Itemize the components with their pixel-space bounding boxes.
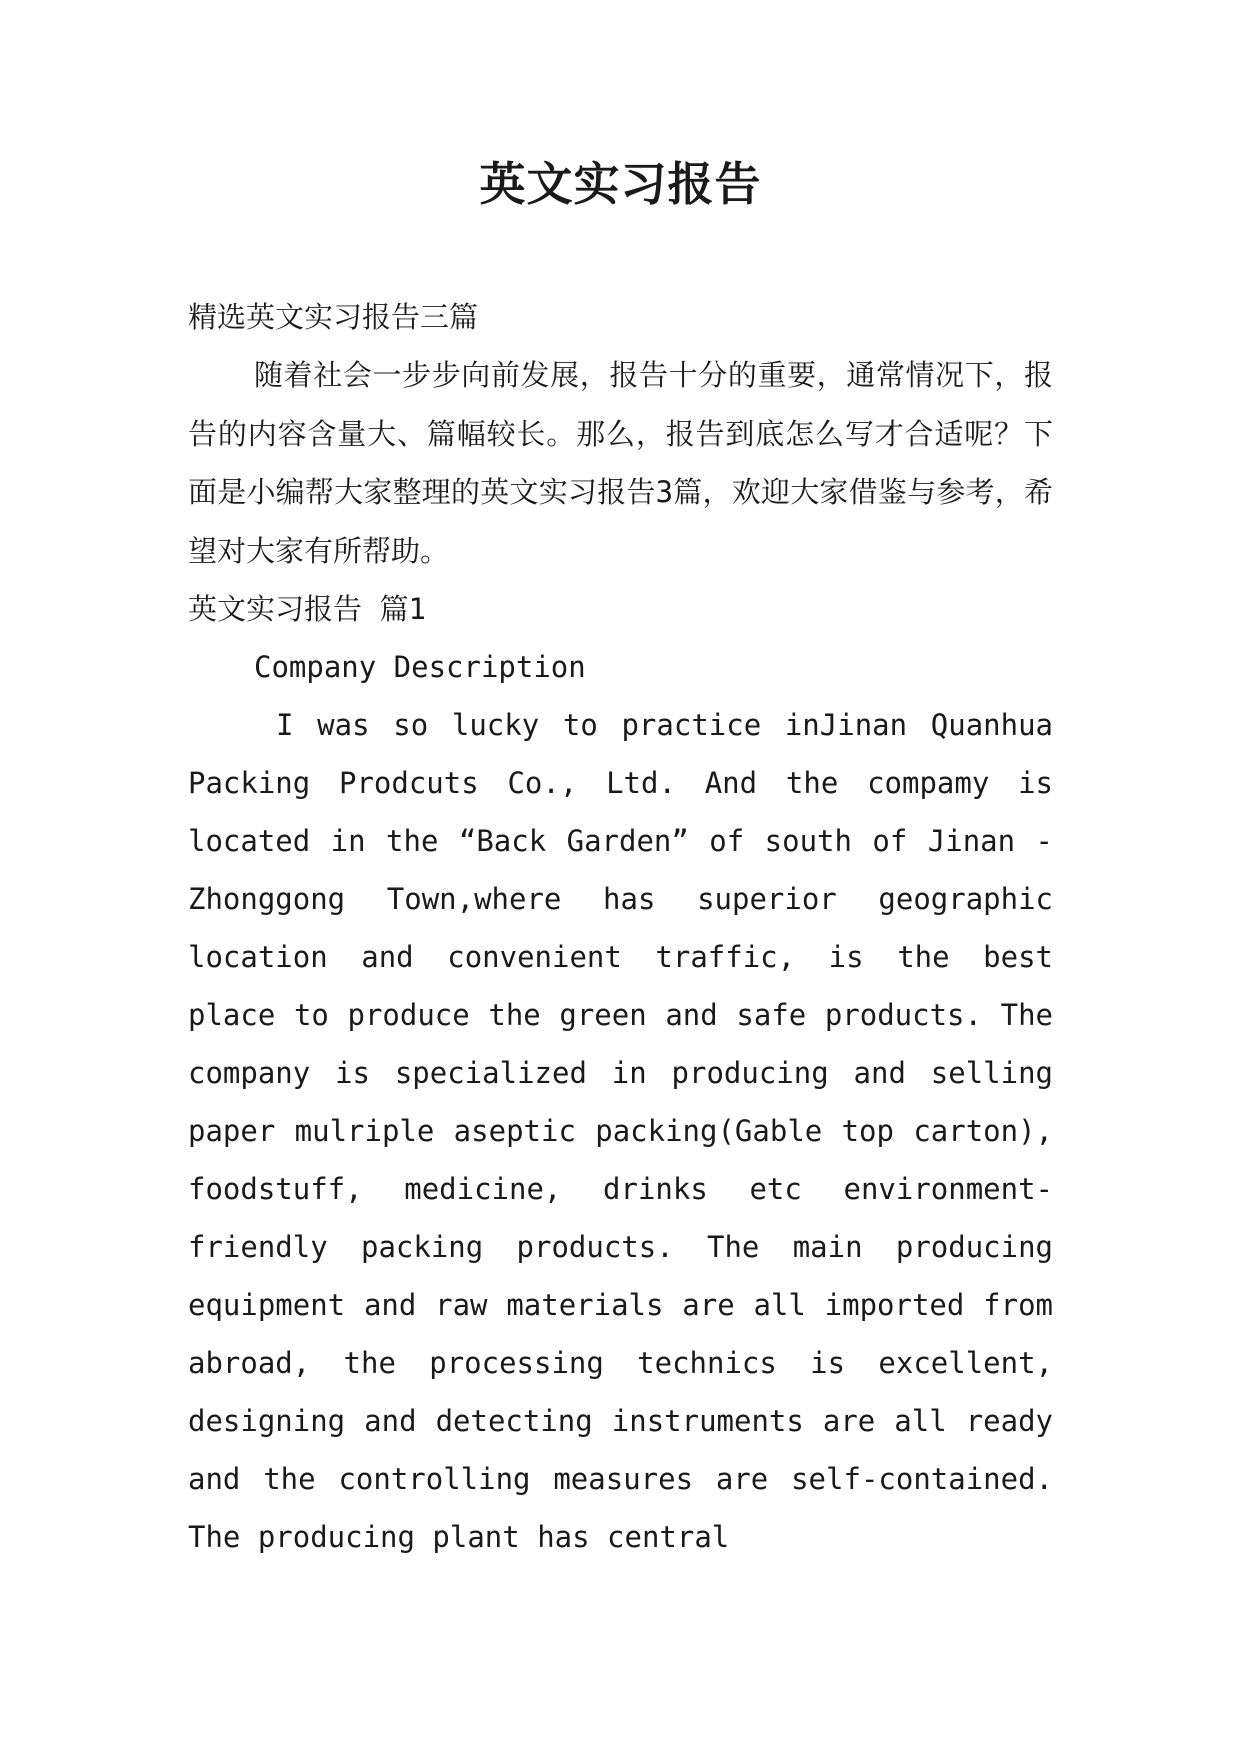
company-description-heading: Company Description <box>254 650 586 684</box>
body-paragraph: I was so lucky to practice inJinan Quanhua Packing Prodcuts Co., Ltd. And the compamy is located in the “Back Garden” of south of Jinan - Zhonggong Town,where has superior geographic location and convenient traffic, is the best place to produce the green and safe products. The company is specialized in producing and selling paper mulriple aseptic packing(Gable top carton), foodstuff, medicine, drinks etc environment-friendly packing products. The main producing equipment and raw materials are all imported from abroad, the processing technics is excellent, designing and detecting instruments are all ready and the controlling measures are self-contained. The producing plant has central <box>188 708 1053 1554</box>
document-title: 英文实习报告 <box>479 157 762 211</box>
section-heading: 英文实习报告 篇1 <box>188 592 426 626</box>
intro-paragraph: 随着社会一步步向前发展，报告十分的重要，通常情况下，报告的内容含量大、篇幅较长。那么，报告到底怎么写才合适呢？下面是小编帮大家整理的英文实习报告3篇，欢迎大家借鉴与参考，希望对大家有所帮助。 <box>188 358 1053 568</box>
document-subtitle: 精选英文实习报告三篇 <box>188 300 479 334</box>
